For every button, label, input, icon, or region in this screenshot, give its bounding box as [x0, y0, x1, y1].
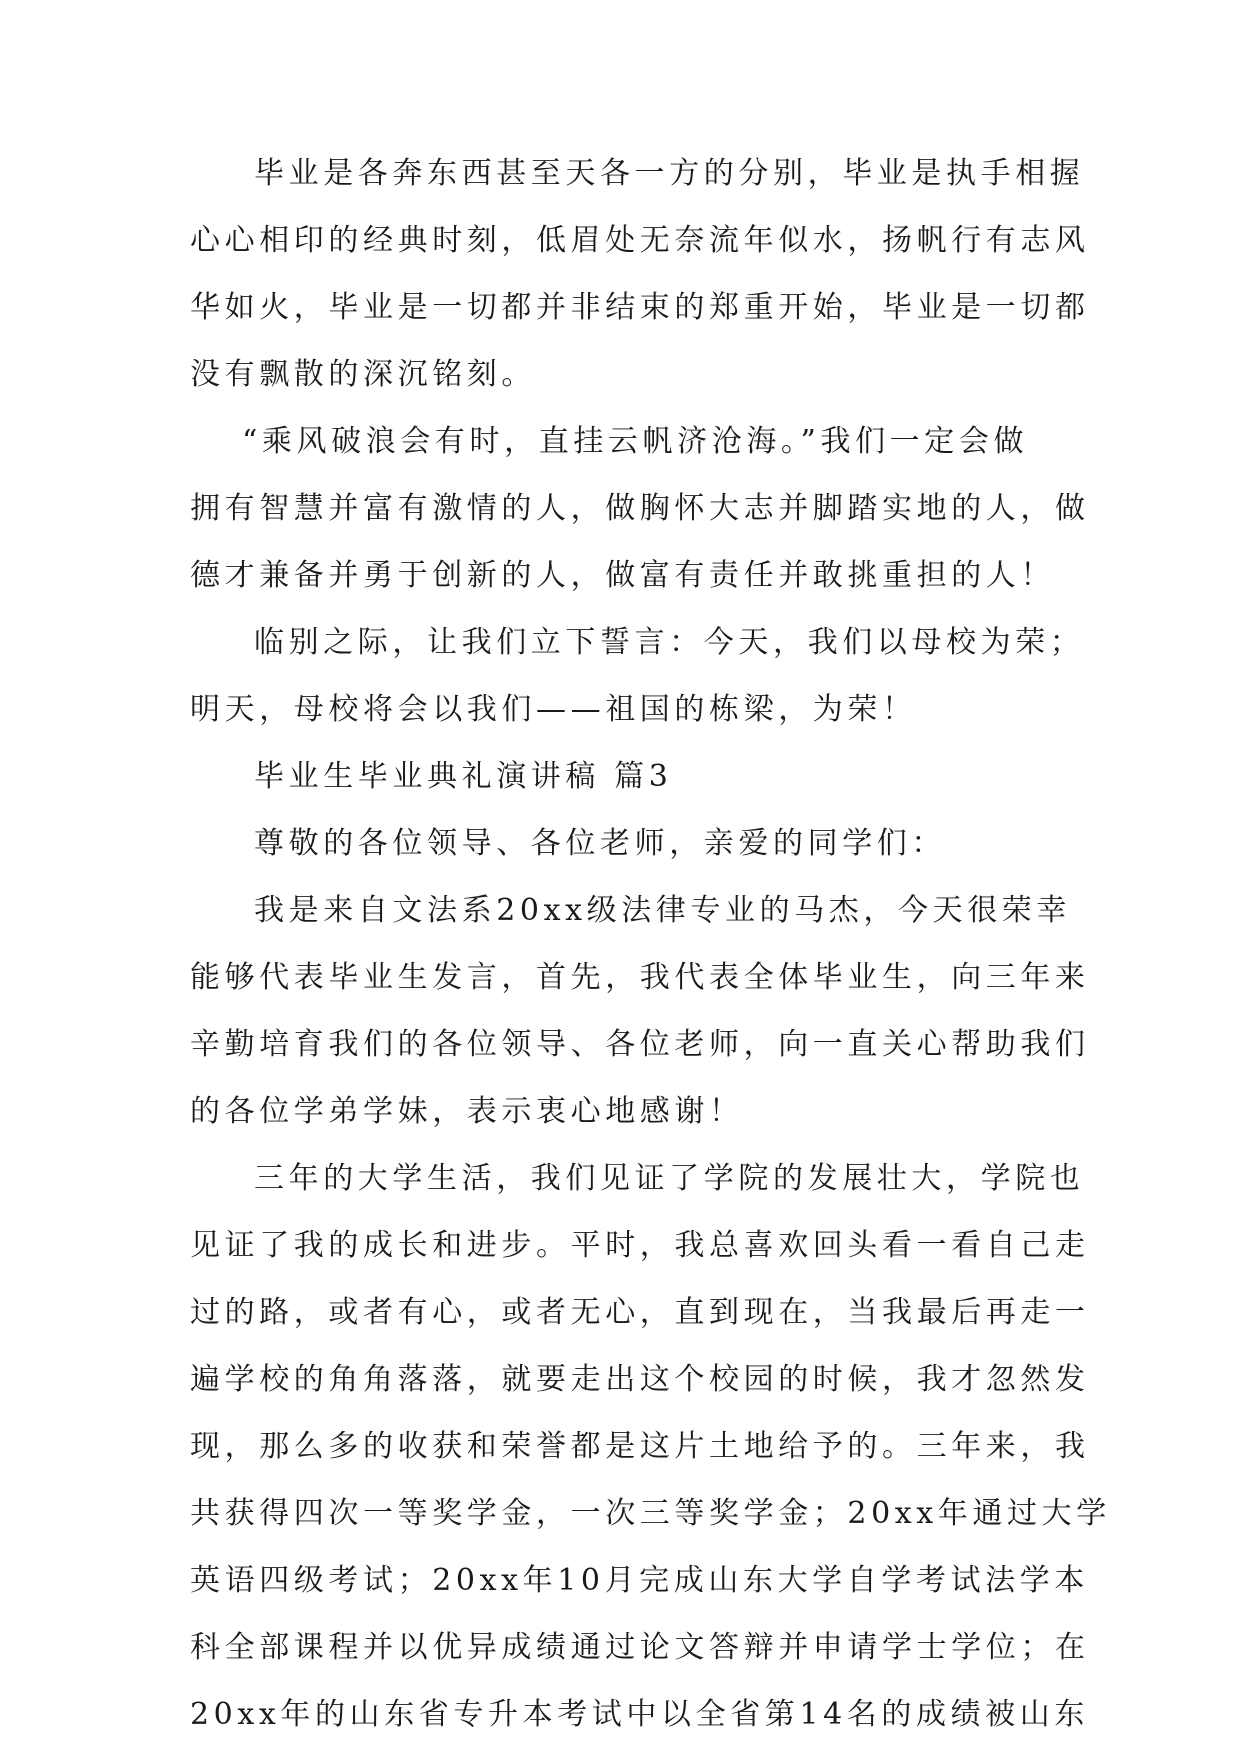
text-line: 德才兼备并勇于创新的人，做富有责任并敢挑重担的人！ [190, 558, 1055, 593]
text-line: 拥有智慧并富有激情的人，做胸怀大志并脚踏实地的人，做 [190, 491, 1090, 526]
text-line: 英语四级考试；20xx年10月完成山东大学自学考试法学本 [190, 1563, 1089, 1598]
salutation-line: 尊敬的各位领导、各位老师，亲爱的同学们： [254, 826, 946, 861]
text-line: 三年的大学生活，我们见证了学院的发展壮大，学院也 [254, 1161, 1085, 1196]
text-line: 没有飘散的深沉铭刻。 [190, 357, 536, 392]
text-line: 20xx年的山东省专升本考试中以全省第14名的成绩被山东 [190, 1697, 1089, 1732]
text-line: 的各位学弟学妹，表示衷心地感谢！ [190, 1094, 744, 1129]
text-line: “乘风破浪会有时，直挂云帆济沧海。”我们一定会做 [242, 424, 1029, 459]
section-heading: 毕业生毕业典礼演讲稿 篇3 [254, 759, 673, 794]
text-line: 见证了我的成长和进步。平时，我总喜欢回头看一看自己走 [190, 1228, 1090, 1263]
text-line: 明天，母校将会以我们——祖国的栋梁，为荣！ [190, 692, 917, 727]
text-line: 我是来自文法系20xx级法律专业的马杰，今天很荣幸 [254, 893, 1072, 928]
text-line: 心心相印的经典时刻，低眉处无奈流年似水，扬帆行有志风 [190, 223, 1090, 258]
text-line: 过的路，或者有心，或者无心，直到现在，当我最后再走一 [190, 1295, 1090, 1330]
text-line: 临别之际，让我们立下誓言：今天，我们以母校为荣； [254, 625, 1085, 660]
text-line: 华如火，毕业是一切都并非结束的郑重开始，毕业是一切都 [190, 290, 1090, 325]
text-line: 遍学校的角角落落，就要走出这个校园的时候，我才忽然发 [190, 1362, 1090, 1397]
text-line: 辛勤培育我们的各位领导、各位老师，向一直关心帮助我们 [190, 1027, 1090, 1062]
text-line: 科全部课程并以优异成绩通过论文答辩并申请学士学位；在 [190, 1630, 1090, 1665]
text-line: 现，那么多的收获和荣誉都是这片土地给予的。三年来，我 [190, 1429, 1090, 1464]
text-line: 共获得四次一等奖学金，一次三等奖学金；20xx年通过大学 [190, 1496, 1111, 1531]
text-line: 毕业是各奔东西甚至天各一方的分别，毕业是执手相握 [254, 156, 1085, 191]
document-body [190, 140, 1111, 1748]
text-line: 能够代表毕业生发言，首先，我代表全体毕业生，向三年来 [190, 960, 1090, 995]
